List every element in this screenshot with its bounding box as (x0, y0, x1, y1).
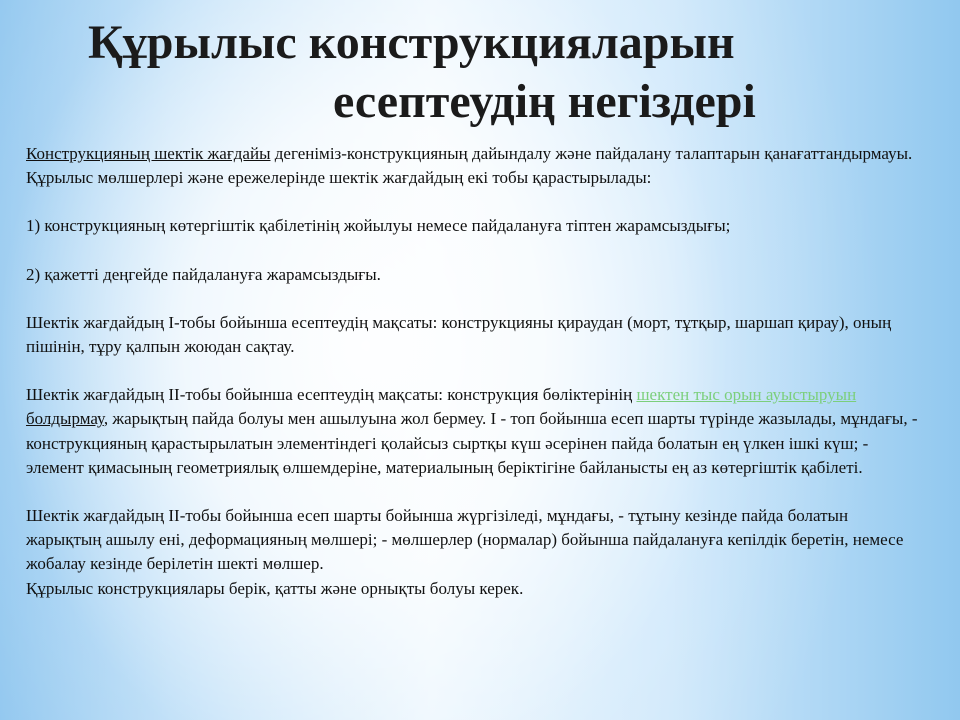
closing-paragraph: Құрылыс конструкциялары берік, қатты және орнықты болуы керек. (26, 578, 524, 598)
title-line-1: Құрылыс конструкцияларын (88, 16, 735, 69)
definition-paragraph (26, 142, 926, 166)
slide-title (0, 14, 960, 130)
spacer (26, 190, 926, 214)
definition-text: дегеніміз-конструкцияның дайындалу және пайдалану талаптарын қанағаттандырмауы. (270, 144, 913, 163)
group-2-purpose-intro: Шектік жағдайдың II-тобы бойынша есептеудің мақсаты: конструкция бөліктерінің (26, 385, 637, 405)
prevent-term: болдырмау (26, 409, 104, 429)
group-2-list-item: 2) қажетті деңгейде пайдалануға жарамсыздығы. (26, 264, 381, 284)
group-1-purpose-paragraph: Шектік жағдайдың I-тобы бойынша есептеудің мақсаты: конструкцияны қираудан (морт, тұтқыр, шаршап қирау), оның пішінін, тұру қалпын жоюдан сақтау. (26, 312, 892, 357)
spacer (26, 287, 926, 311)
group-1-list-item: 1) конструкцияның көтергіштік қабілетінің жойылуы немесе пайдалануға тіптен жарамсыздығы; (26, 216, 731, 236)
spacer (26, 480, 926, 504)
definition-term: Конструкцияның шектік жағдайы (26, 144, 271, 163)
displacement-link[interactable]: шектен тыс орын ауыстыруын (636, 385, 857, 405)
slide-content (26, 142, 926, 601)
spacer (26, 239, 926, 263)
spacer (26, 359, 926, 383)
group-2-purpose-paragraph (26, 383, 926, 480)
group-2-condition-paragraph: Шектік жағдайдың II-тобы бойынша есеп шарты бойынша жүргізіледі, мұндағы, - тұтыну кезінде пайда болатын жарықтың ашылу ені, деформацияның мөлшері; - мөлшерлер (нормалар) бойынша пайдалануға кепілдік беретін, немесе жобалау кезінде берілетін шекті мөлшер. (26, 506, 904, 574)
limit-state-groups-paragraph: Құрылыс мөлшерлері және ережелерінде шектік жағдайдың екі тобы қарастырылады: (26, 168, 652, 188)
title-line-2: есептеудің негіздері (333, 75, 756, 128)
group-2-purpose-rest: , жарықтың пайда болуы мен ашылуына жол бермеу. I - топ бойынша есеп шарты түрінде жазылады, мұндағы, - конструкцияның қарастырылатын элементіндегі қолайсыз сыртқы күш әсерінен пайда болатын ең үлкен ішкі күш; - элемент қимасының геометриялық өлшемдеріне, материалының беріктігіне байланысты ең аз көтергіштік қабілеті. (26, 409, 918, 477)
